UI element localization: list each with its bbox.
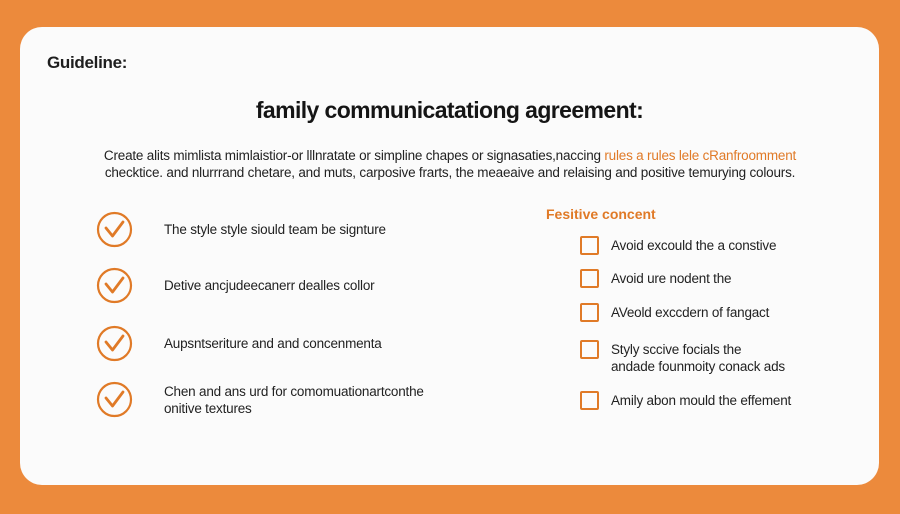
list-item-label: Chen and ans urd for comomuationartconthe onitive textures [164,383,424,416]
checkbox-icon[interactable] [580,269,599,288]
checklist-item-label: Avoid excould the a constive [611,238,777,253]
checkbox-icon[interactable] [580,340,599,359]
checklist-item-label: Avoid ure nodent the [611,271,732,286]
list-item [96,211,386,248]
checklist-item-label: AVeold exccdern of fangact [611,305,770,320]
right-heading: Fesitive concent [546,206,656,222]
check-circle-icon [96,267,133,304]
checklist-item[interactable] [580,392,791,410]
list-item-label: The style style siould team be signture [164,222,386,237]
checkbox-icon[interactable] [580,391,599,410]
intro-text-line2: checktice. and nlurrrand chetare, and muts, carposive frarts, the meaeaive and relaising and positive temurying colours. [104,165,796,180]
list-item [96,325,382,362]
checklist-item-label: Styly sccive focials the andade founmoity conack ads [611,342,785,374]
checklist-item[interactable] [580,237,776,255]
checklist-item-label: Amily abon mould the effement [611,393,792,408]
checklist-item[interactable] [580,304,769,322]
checkbox-icon[interactable] [580,236,599,255]
intro-text: Create alits mimlista mimlaistior-or lllnratate or simpline chapes or signasaties,naccing [103,148,605,163]
list-item-label: Aupsntseriture and and concenmenta [164,336,382,351]
guideline-label: Guideline: [47,53,128,72]
list-item-label: Detive ancjudeecanerr dealles collor [164,278,375,293]
intro-paragraph [50,147,850,181]
check-circle-icon [96,211,133,248]
checklist-item[interactable] [580,270,731,288]
checklist-item[interactable] [580,341,785,375]
check-circle-icon [96,381,133,418]
page-title: family communicatationg agreement: [255,97,644,123]
guideline-card [20,27,879,485]
checkbox-icon[interactable] [580,303,599,322]
list-item [96,267,374,304]
list-item [96,381,424,418]
intro-highlight: rules a rules lele cRanfroomment [604,148,797,163]
check-circle-icon [96,325,133,362]
